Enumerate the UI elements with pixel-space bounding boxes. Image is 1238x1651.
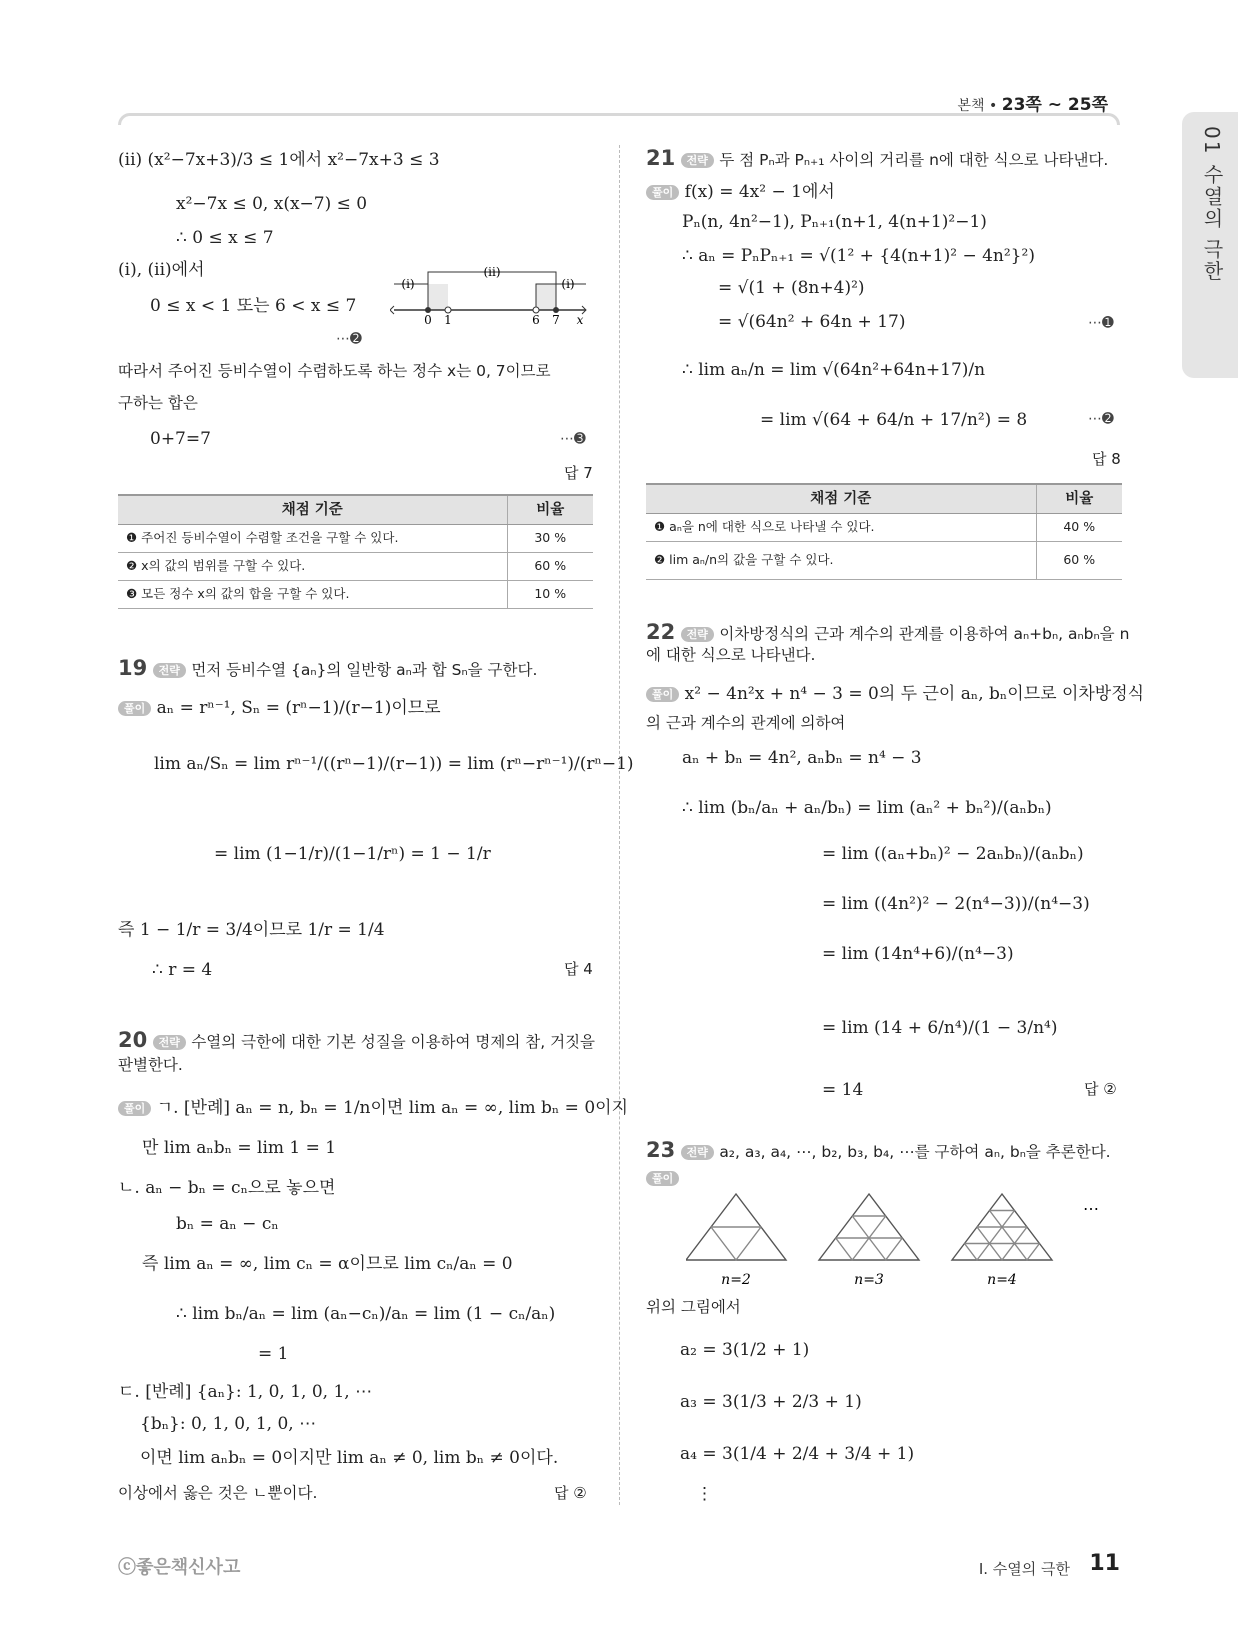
q23-solution-tag-line bbox=[646, 1170, 679, 1187]
strategy-tag: 전략 bbox=[153, 663, 186, 678]
q23-vdots: ⋮ bbox=[696, 1484, 713, 1504]
table21-header-criteria: 채점 기준 bbox=[646, 484, 1036, 513]
q18-line7: 구하는 합은 bbox=[118, 394, 198, 412]
q22-line6: = lim ((4n²)² − 2(n⁴−3))/(n⁴−3) bbox=[822, 894, 1090, 914]
q23-line4: a₄ = 3(1/4 + 2/4 + 3/4 + 1) bbox=[680, 1444, 915, 1464]
q20-line3: ㄴ. aₙ − bₙ = cₙ으로 놓으면 bbox=[118, 1178, 336, 1198]
q18-line4: (i), (ii)에서 bbox=[118, 260, 205, 280]
q22-line4: ∴ lim (bₙ/aₙ + aₙ/bₙ) = lim (aₙ² + bₙ²)/(aₙbₙ) bbox=[682, 798, 1052, 818]
q21-answer: 답 8 bbox=[1092, 450, 1121, 468]
q22-line5: = lim ((aₙ+bₙ)² − 2aₙbₙ)/(aₙbₙ) bbox=[822, 844, 1084, 864]
marker-3: ⋯➌ bbox=[560, 431, 586, 447]
q20-strategy: 수열의 극한에 대한 기본 성질을 이용하여 명제의 참, 거짓을 bbox=[191, 1033, 596, 1051]
header-pages: 23쪽 ~ 25쪽 bbox=[1001, 95, 1108, 115]
figure-label-n4: n=4 bbox=[987, 1272, 1017, 1288]
q20-answer: 답 ② bbox=[554, 1484, 587, 1502]
q21-header bbox=[646, 148, 1108, 169]
q23-line3: a₃ = 3(1/3 + 2/3 + 1) bbox=[680, 1392, 862, 1412]
solution-tag: 풀이 bbox=[646, 1171, 679, 1186]
q18-line6: 따라서 주어진 등비수열이 수렴하도록 하는 정수 x는 0, 7이므로 bbox=[118, 362, 551, 380]
table-row: ❷ lim aₙ/n의 값을 구할 수 있다. 60 % bbox=[646, 541, 1122, 579]
q22-line8: = lim (14 + 6/n⁴)/(1 − 3/n⁴) bbox=[822, 1018, 1058, 1038]
figure-label-n3: n=3 bbox=[854, 1272, 884, 1288]
strategy-tag: 전략 bbox=[681, 1145, 714, 1160]
q20-line1: 풀이 ㄱ. [반례] aₙ = n, bₙ = 1/n이면 lim aₙ = ∞, lim bₙ = 0이지 bbox=[118, 1100, 628, 1117]
axis-arrow-left bbox=[390, 306, 394, 314]
q22-line1: 풀이 x² − 4n²x + n⁴ − 3 = 0의 두 근이 aₙ, bₙ이므로 이차방정식 bbox=[646, 686, 1144, 703]
q21-line2: Pₙ(n, 4n²−1), Pₙ₊₁(n+1, 4(n+1)²−1) bbox=[682, 212, 987, 232]
q19-strategy: 먼저 등비수열 {aₙ}의 일반항 aₙ과 합 Sₙ을 구한다. bbox=[191, 661, 538, 679]
tick-1: 1 bbox=[444, 313, 452, 324]
q19-header bbox=[118, 658, 537, 679]
q23-number: 23 bbox=[646, 1138, 676, 1162]
q20-number: 20 bbox=[118, 1028, 148, 1052]
right-column bbox=[646, 0, 1145, 1520]
q22-number: 22 bbox=[646, 620, 676, 644]
q19-line2: lim aₙ/Sₙ = lim rⁿ⁻¹/((rⁿ−1)/(r−1)) = lim (rⁿ−rⁿ⁻¹)/(rⁿ−1) bbox=[154, 754, 634, 774]
q18-line8: 0+7=7 bbox=[150, 429, 211, 449]
q21-line4: = √(1 + (8n+4)²) bbox=[718, 278, 865, 298]
q18-line3: ∴ 0 ≤ x ≤ 7 bbox=[176, 228, 274, 248]
marker-1: ⋯➊ bbox=[1088, 315, 1114, 331]
q23-line1: 위의 그림에서 bbox=[646, 1298, 741, 1316]
solution-tag: 풀이 bbox=[646, 687, 679, 702]
q20-line7: = 1 bbox=[258, 1344, 289, 1364]
q21-line6: ∴ lim aₙ/n = lim √(64n²+64n+17)/n bbox=[682, 360, 986, 380]
table-row: ❷ x의 값의 범위를 구할 수 있다. 60 % bbox=[118, 552, 593, 580]
grading-table-21 bbox=[646, 483, 1122, 580]
q18-line5: 0 ≤ x < 1 또는 6 < x ≤ 7 bbox=[150, 296, 357, 316]
q20-line10: 이면 lim aₙbₙ = 0이지만 lim aₙ ≠ 0, lim bₙ ≠ 0이다. bbox=[140, 1448, 559, 1468]
q22-strategy: 이차방정식의 근과 계수의 관계를 이용하여 aₙ+bₙ, aₙbₙ을 n bbox=[719, 625, 1130, 643]
q19-line5: ∴ r = 4 bbox=[152, 960, 213, 980]
left-column bbox=[118, 0, 634, 1520]
table18-header-ratio: 비율 bbox=[507, 495, 593, 524]
unit-title: Ⅰ. 수열의 극한 bbox=[978, 1560, 1070, 1578]
q21-strategy: 두 점 Pₙ과 Pₙ₊₁ 사이의 거리를 n에 대한 식으로 나타낸다. bbox=[719, 151, 1109, 169]
q20-line2: 만 lim aₙbₙ = lim 1 = 1 bbox=[142, 1138, 337, 1158]
q19-line3: = lim (1−1/r)/(1−1/rⁿ) = 1 − 1/r bbox=[214, 844, 491, 864]
q20-line11: 이상에서 옳은 것은 ㄴ뿐이다. bbox=[118, 1484, 318, 1502]
q20-line8: ㄷ. [반례] {aₙ}: 1, 0, 1, 0, 1, ⋯ bbox=[118, 1382, 373, 1402]
table18-header-criteria: 채점 기준 bbox=[118, 495, 507, 524]
chapter-tab-label: 01 수열의 극한 bbox=[1200, 126, 1224, 283]
strategy-tag: 전략 bbox=[681, 153, 714, 168]
q23-header bbox=[646, 1140, 1111, 1161]
column-divider bbox=[619, 145, 620, 1505]
marker-2: ⋯➋ bbox=[336, 331, 362, 347]
q22-line2: 의 근과 계수의 관계에 의하여 bbox=[646, 714, 846, 732]
axis-x-label: x bbox=[576, 313, 584, 324]
q22-line7: = lim (14n⁴+6)/(n⁴−3) bbox=[822, 944, 1014, 964]
q23-line2: a₂ = 3(1/2 + 1) bbox=[680, 1340, 810, 1360]
solution-tag: 풀이 bbox=[646, 185, 679, 200]
page-reference: 본책 • 23쪽 ~ 25쪽 bbox=[957, 95, 1108, 115]
publisher-logo: ⓒ좋은책신사고 bbox=[118, 1557, 241, 1578]
q21-line5: = √(64n² + 64n + 17) bbox=[718, 312, 906, 332]
strategy-tag: 전략 bbox=[153, 1035, 186, 1050]
table-row: ❸ 모든 정수 x의 값의 합을 구할 수 있다. 10 % bbox=[118, 580, 593, 608]
q20-line9: {bₙ}: 0, 1, 0, 1, 0, ⋯ bbox=[140, 1414, 317, 1434]
solution-tag: 풀이 bbox=[118, 701, 151, 716]
interval-shade-2 bbox=[536, 284, 556, 310]
header-label: 본책 bbox=[957, 98, 985, 114]
label-i-right: (i) bbox=[561, 277, 575, 291]
q21-line7: = lim √(64 + 64/n + 17/n²) = 8 bbox=[760, 410, 1028, 430]
q22-line3: aₙ + bₙ = 4n², aₙbₙ = n⁴ − 3 bbox=[682, 748, 922, 768]
chapter-tab[interactable] bbox=[1182, 112, 1238, 378]
tick-6: 6 bbox=[532, 313, 540, 324]
q19-line4: 즉 1 − 1/r = 3/4이므로 1/r = 1/4 bbox=[118, 920, 385, 940]
marker-2: ⋯➋ bbox=[1088, 411, 1114, 427]
q19-number: 19 bbox=[118, 656, 148, 680]
q21-number: 21 bbox=[646, 146, 676, 170]
tick-7: 7 bbox=[552, 313, 560, 324]
figure-ellipsis: ⋯ bbox=[1083, 1199, 1099, 1218]
figure-label-n2: n=2 bbox=[721, 1272, 751, 1288]
label-ii: (ii) bbox=[483, 265, 501, 279]
q19-answer: 답 4 bbox=[564, 960, 593, 978]
q22-line9: = 14 bbox=[822, 1080, 864, 1100]
q22-strategy-2: 에 대한 식으로 나타낸다. bbox=[646, 646, 816, 664]
triangle-figures bbox=[686, 1192, 1106, 1292]
q22-header bbox=[646, 622, 1129, 643]
solution-tag: 풀이 bbox=[118, 1101, 151, 1116]
table-row: ❶ 주어진 등비수열이 수렴할 조건을 구할 수 있다. 30 % bbox=[118, 524, 593, 552]
q20-line4: bₙ = aₙ − cₙ bbox=[176, 1214, 279, 1234]
strategy-tag: 전략 bbox=[681, 627, 714, 642]
page-number: 11 bbox=[1089, 1551, 1120, 1576]
tick-0: 0 bbox=[424, 313, 432, 324]
q20-line6: ∴ lim bₙ/aₙ = lim (aₙ−cₙ)/aₙ = lim (1 − cₙ/aₙ) bbox=[176, 1304, 556, 1324]
grading-table-18 bbox=[118, 494, 593, 609]
interval-shade-1 bbox=[428, 284, 448, 310]
triangle-n3 bbox=[819, 1194, 919, 1260]
q20-header bbox=[118, 1030, 595, 1051]
q21-line1: 풀이 f(x) = 4x² − 1에서 bbox=[646, 184, 835, 201]
q20-line5: 즉 lim aₙ = ∞, lim cₙ = α이므로 lim cₙ/aₙ = 0 bbox=[142, 1254, 513, 1274]
number-line-diagram bbox=[390, 262, 590, 324]
triangle-n2 bbox=[686, 1194, 786, 1260]
q18-line2: x²−7x ≤ 0, x(x−7) ≤ 0 bbox=[176, 194, 368, 214]
triangle-n4 bbox=[952, 1194, 1052, 1260]
q18-answer: 답 7 bbox=[564, 464, 593, 482]
table-row: ❶ aₙ을 n에 대한 식으로 나타낼 수 있다. 40 % bbox=[646, 513, 1122, 541]
q23-strategy: a₂, a₃, a₄, ⋯, b₂, b₃, b₄, ⋯를 구하여 aₙ, bₙ을 추론한다. bbox=[719, 1143, 1111, 1161]
q20-strategy-2: 판별한다. bbox=[118, 1056, 183, 1074]
q21-line3: ∴ aₙ = PₙPₙ₊₁ = √(1² + {4(n+1)² − 4n²}²) bbox=[682, 246, 1035, 266]
q18-line1: (ii) (x²−7x+3)/3 ≤ 1에서 x²−7x+3 ≤ 3 bbox=[118, 150, 440, 170]
table21-header-ratio: 비율 bbox=[1036, 484, 1122, 513]
q19-line1: 풀이 aₙ = rⁿ⁻¹, Sₙ = (rⁿ−1)/(r−1)이므로 bbox=[118, 700, 441, 717]
label-i-left: (i) bbox=[401, 277, 415, 291]
q22-answer: 답 ② bbox=[1084, 1080, 1117, 1098]
